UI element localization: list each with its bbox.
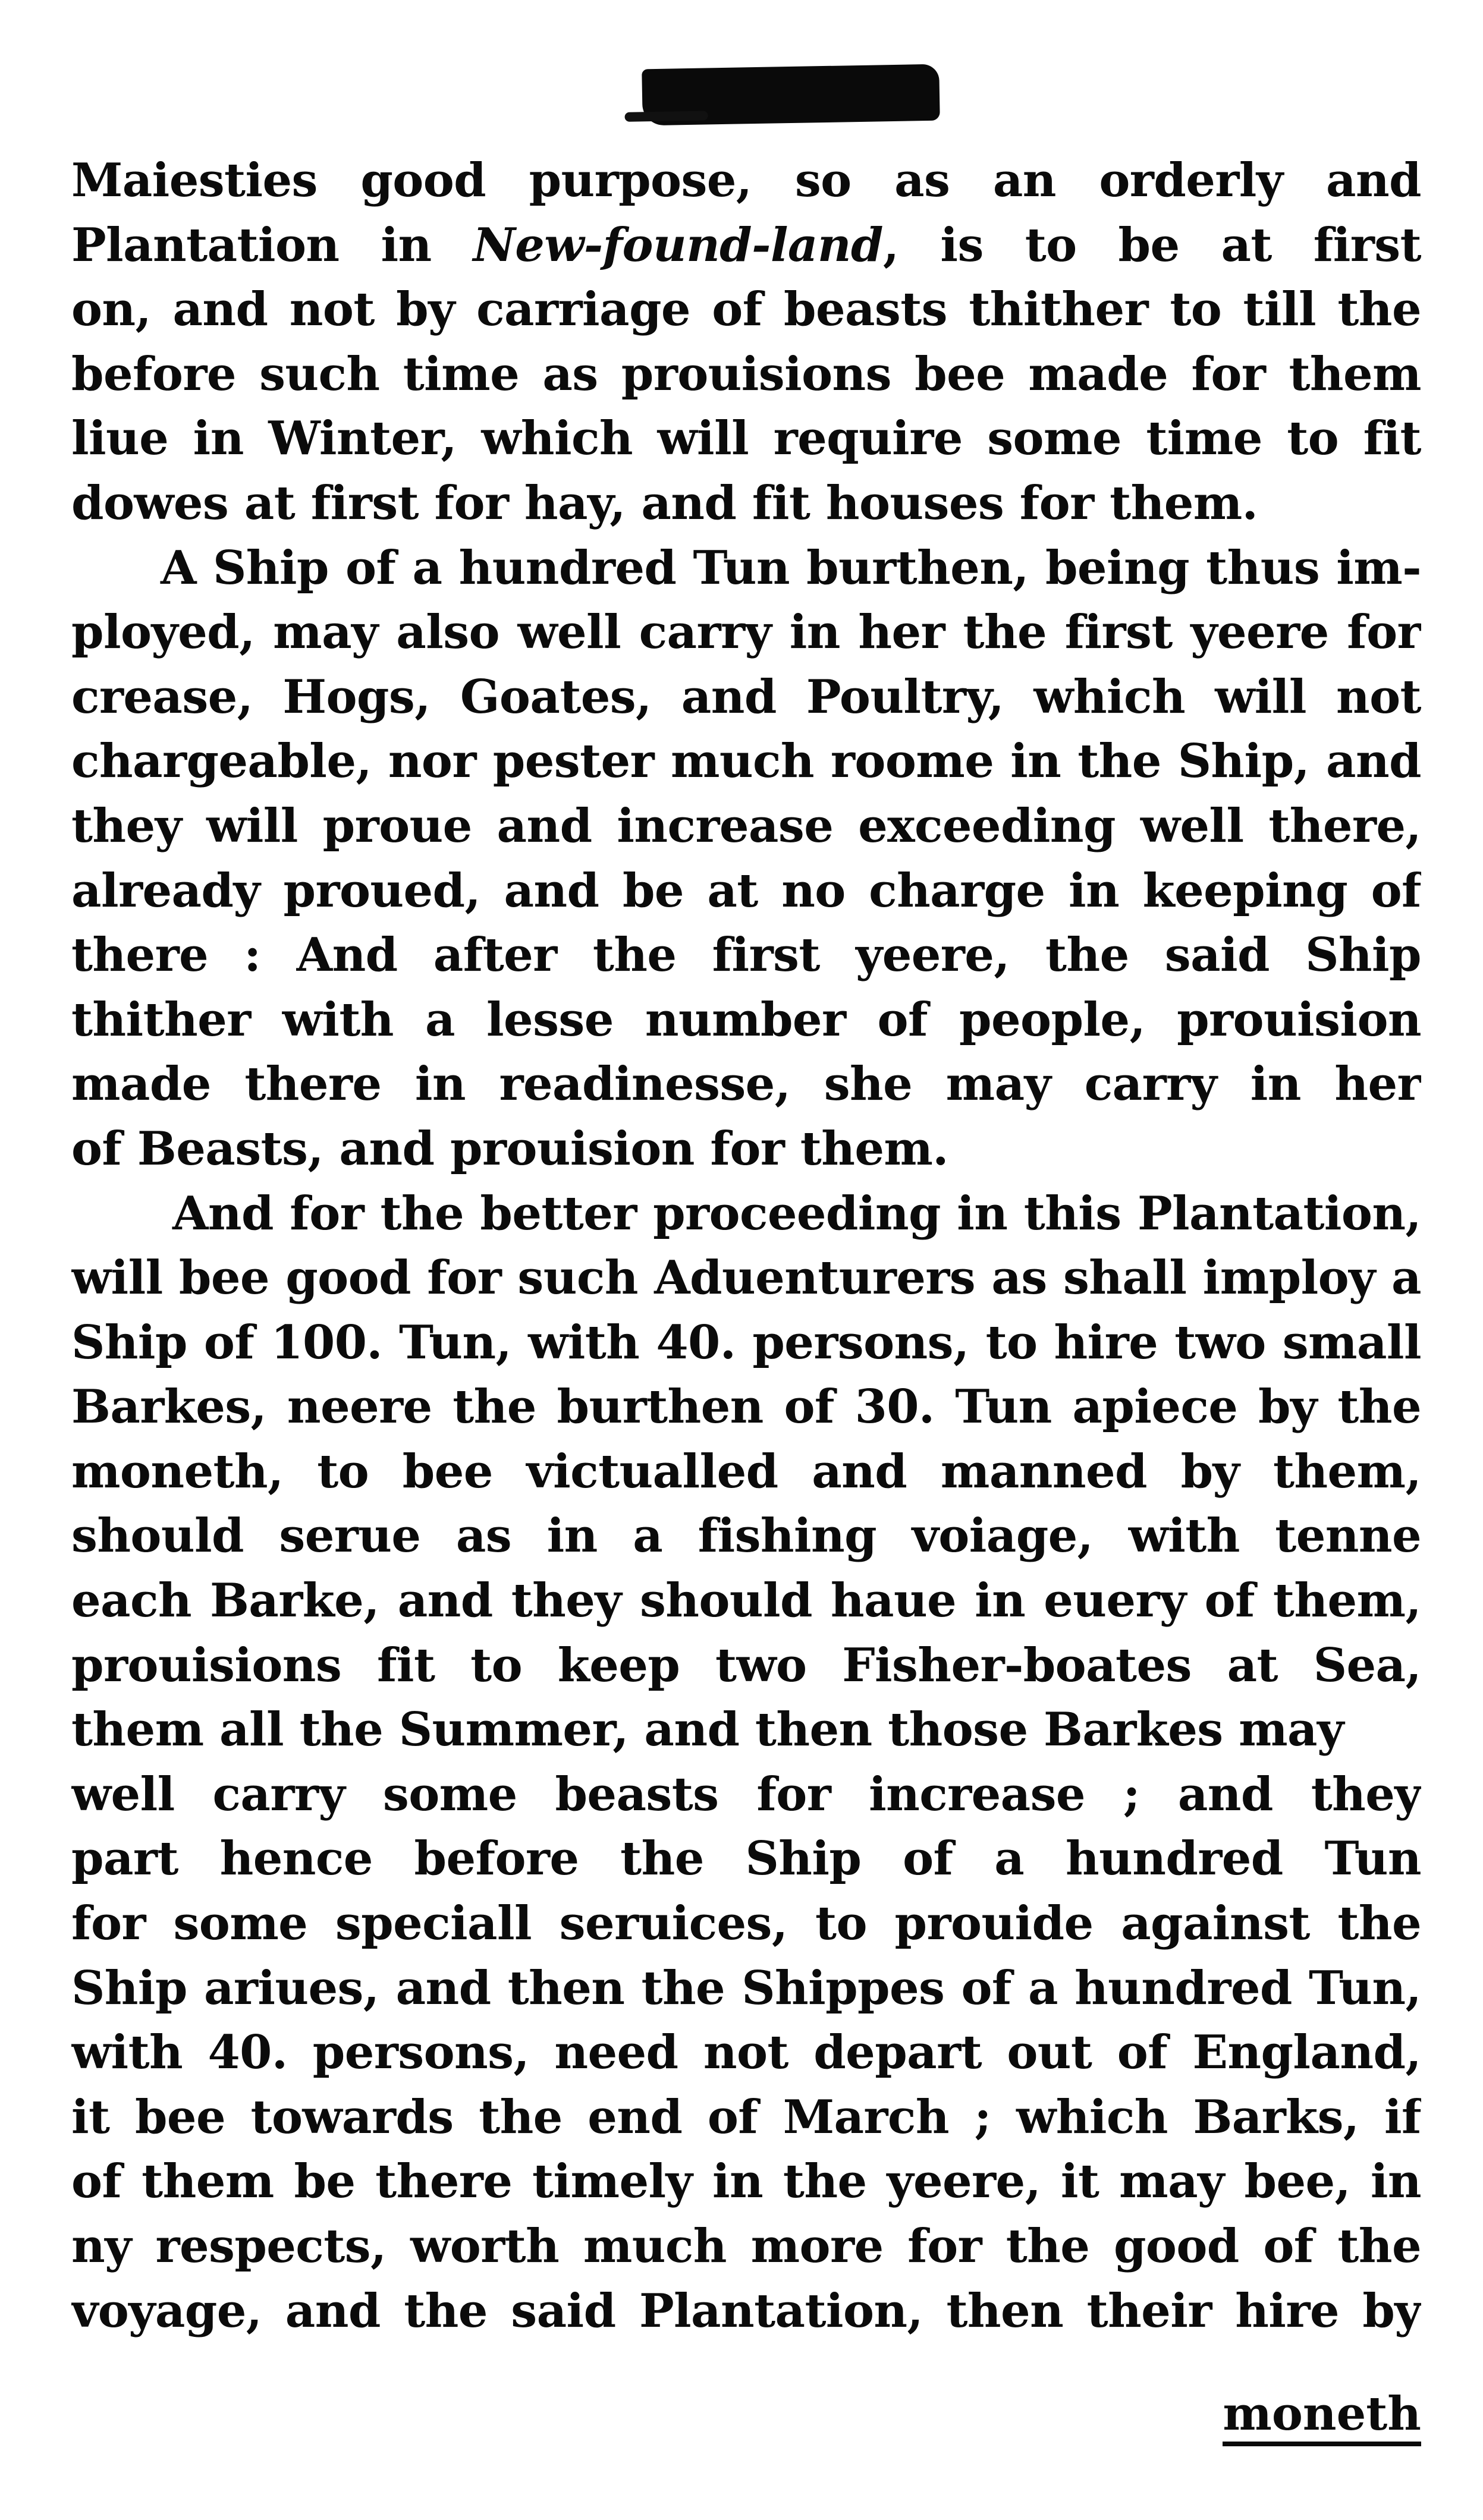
- text-line-segment: Plantation in: [71, 218, 473, 272]
- text-line: crease, Hogs, Goates, and Poultry, which will not: [71, 669, 1421, 724]
- text-line: there : And after the first yeere, the said Ship: [71, 928, 1421, 983]
- text-line: thither with a lesse number of people, prouision: [71, 992, 1421, 1047]
- text-line: each Barke, and they should haue in euery of them,: [71, 1574, 1421, 1628]
- text-line-segment: , is to be at first: [882, 218, 1421, 272]
- text-line: Barkes, neere the burthen of 30. Tun apiece by the: [71, 1380, 1421, 1434]
- text-line: before such time as prouisions bee made for them: [71, 347, 1421, 401]
- text-line: [71, 213, 1421, 278]
- text-line: ployed, may also well carry in her the first yeere for: [71, 605, 1421, 660]
- text-line: they will proue and increase exceeding well there,: [71, 798, 1421, 853]
- text-line: of them be there timely in the yeere, it may bee, in: [71, 2154, 1421, 2209]
- text-line: will bee good for such Aduenturers as shall imploy a: [71, 1251, 1421, 1305]
- text-line: moneth, to bee victualled and manned by them,: [71, 1444, 1421, 1499]
- catchword: moneth: [1223, 2387, 1421, 2446]
- text-line: chargeable, nor pester much roome in the Ship, and: [71, 734, 1421, 789]
- text-line: of Beasts, and prouision for them.: [71, 1121, 948, 1176]
- text-line: A Ship of a hundred Tun burthen, being thus im-: [161, 540, 1421, 595]
- text-line: Maiesties good purpose, so as an orderly and: [71, 153, 1421, 207]
- text-line: part hence before the Ship of a hundred Tun: [71, 1832, 1421, 1886]
- text-line: on, and not by carriage of beasts thither to till the: [71, 282, 1421, 337]
- text-line: ny respects, worth much more for the good of the: [71, 2219, 1421, 2273]
- text-line: Ship of 100. Tun, with 40. persons, to hire two small: [71, 1315, 1421, 1370]
- text-line: for some speciall seruices, to prouide against the: [71, 1896, 1421, 1951]
- text-line: already proued, and be at no charge in keeping of: [71, 863, 1421, 918]
- text-line: it bee towards the end of March ; which Barks, if: [71, 2090, 1421, 2144]
- text-line: with 40. persons, need not depart out of England,: [71, 2025, 1421, 2080]
- text-line: And for the better proceeding in this Plantation,: [172, 1186, 1421, 1241]
- text-line: liue in Winter, which will require some time to fit: [71, 411, 1421, 466]
- text-line-italic: New-found-land: [473, 218, 883, 272]
- text-line: made there in readinesse, she may carry in her: [71, 1057, 1421, 1112]
- text-line: well carry some beasts for increase ; and they: [71, 1767, 1421, 1821]
- header-ink-blot: [642, 64, 940, 126]
- text-line: dowes at first for hay, and fit houses for them.: [71, 476, 1258, 530]
- body-text: [71, 149, 1421, 2343]
- text-line: them all the Summer, and then those Barkes may: [71, 1703, 1344, 1757]
- text-line: prouisions fit to keep two Fisher-boates at Sea,: [71, 1638, 1421, 1692]
- text-line: voyage, and the said Plantation, then their hire by: [71, 2283, 1421, 2338]
- text-line: Ship ariues, and then the Shippes of a hundred Tun,: [71, 1961, 1421, 2015]
- text-line: should serue as in a fishing voiage, with tenne: [71, 1509, 1421, 1563]
